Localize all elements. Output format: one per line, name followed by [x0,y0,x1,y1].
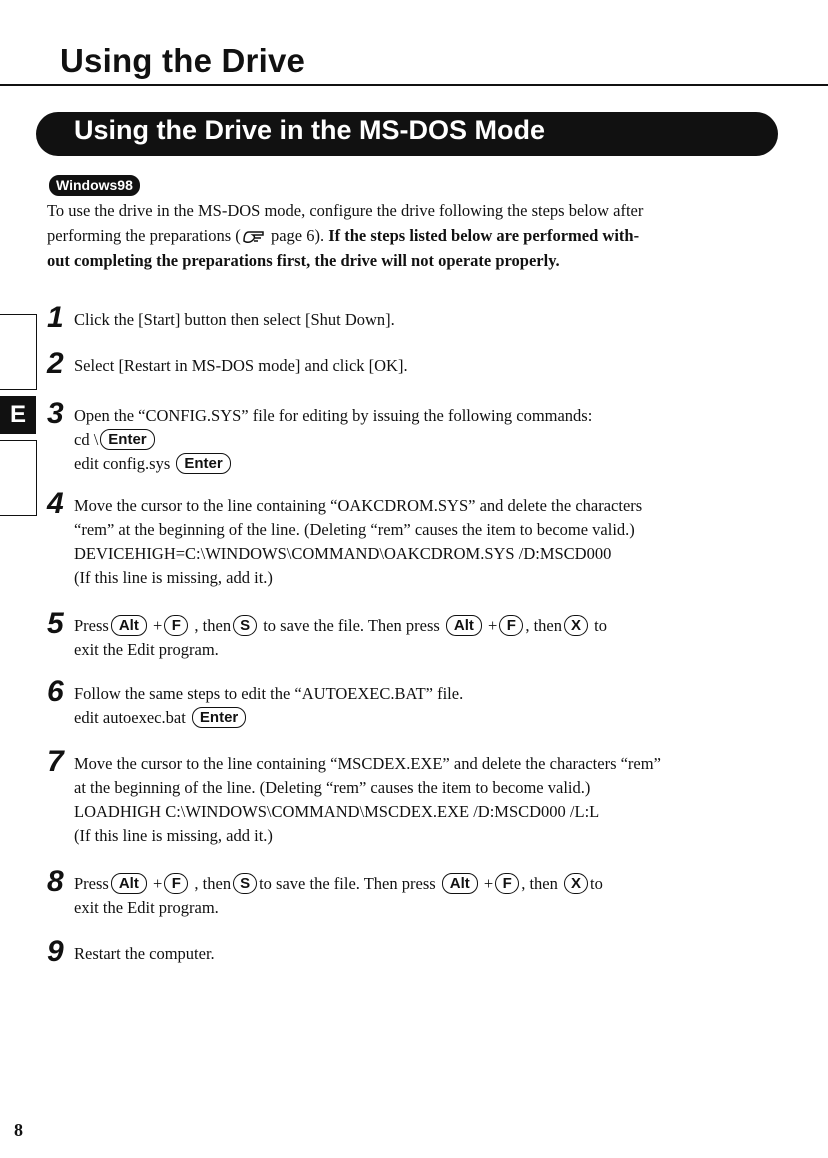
step-text: , then [194,616,232,635]
alt-key: Alt [446,615,482,636]
step-text: exit the Edit program. [74,898,219,917]
pointing-hand-icon [241,228,267,244]
step-number: 8 [47,865,64,898]
command-edit-autoexec: edit autoexec.bat [74,708,186,727]
f-key: F [499,615,523,636]
step-text: Press [74,874,109,893]
x-key: X [564,873,588,894]
step-text: Move the cursor to the line containing “OAKCDROM.SYS” and delete the characters [74,496,643,515]
step-number: 2 [47,347,64,380]
title-rule [0,84,828,86]
step-text: to [590,874,603,893]
intro-paragraph [47,198,777,273]
page-reference: page 6). [270,226,325,245]
step-number: 6 [47,675,64,708]
step-number: 4 [47,487,64,520]
alt-key: Alt [111,615,147,636]
f-key: F [164,615,188,636]
plus-sign: + [488,616,498,635]
step-number: 5 [47,607,64,640]
step-note: (If this line is missing, add it.) [74,568,273,587]
autoexec-line: LOADHIGH C:\WINDOWS\COMMAND\MSCDEX.EXE /D:MSCD000 /L:L [74,802,600,821]
plus-sign: + [152,616,163,635]
s-key: S [233,873,257,894]
warning-text-2: out completing the preparations first, the drive will not operate properly. [47,251,560,270]
intro-line-2: performing the preparations ( [47,226,241,245]
page-title: Using the Drive [60,42,306,79]
step-text: Click the [Start] button then select [Shut Down]. [74,310,395,329]
side-marker-top [0,314,37,390]
enter-key: Enter [100,429,154,450]
windows98-badge: Windows98 [49,175,140,196]
step-number: 9 [47,935,64,968]
alt-key: Alt [442,873,478,894]
step-text: , then [521,874,558,893]
command-cd: cd \ [74,430,99,449]
step-text: Select [Restart in MS-DOS mode] and click [OK]. [74,356,408,375]
step-text: to save the file. Then press [263,616,440,635]
step-text: , then [194,874,232,893]
side-marker-bottom [0,440,37,516]
f-key: F [495,873,519,894]
step-text: at the beginning of the line. (Deleting “rem” causes the item to become valid.) [74,778,591,797]
warning-text-1: If the steps listed below are performed with- [328,226,640,245]
section-title: Using the Drive in the MS-DOS Mode [74,115,546,145]
step-text: “rem” at the beginning of the line. (Deleting “rem” causes the item to become valid.) [74,520,635,539]
step-number: 3 [47,397,64,430]
enter-key: Enter [192,707,246,728]
intro-line-1: To use the drive in the MS-DOS mode, configure the drive following the steps below after [47,201,644,220]
f-key: F [164,873,188,894]
s-key: S [233,615,257,636]
step-note: (If this line is missing, add it.) [74,826,273,845]
step-text: to save the file. Then press [259,874,436,893]
step-3 [47,397,777,476]
step-6 [47,675,777,730]
step-text: Follow the same steps to edit the “AUTOEXEC.BAT” file. [74,684,464,703]
step-text: Move the cursor to the line containing “MSCDEX.EXE” and delete the characters “rem” [74,754,661,773]
step-text: Restart the computer. [74,944,215,963]
step-text: Press [74,616,109,635]
x-key: X [564,615,588,636]
alt-key: Alt [111,873,147,894]
plus-sign: + [152,874,163,893]
enter-key: Enter [176,453,230,474]
section-tab-e: E [0,396,36,434]
section-banner [36,112,778,156]
step-text: to [594,616,607,635]
page-number: 8 [14,1120,23,1140]
step-text: exit the Edit program. [74,640,219,659]
step-text: Open the “CONFIG.SYS” file for editing by issuing the following commands: [74,406,593,425]
command-edit-config: edit config.sys [74,454,171,473]
step-1 [47,301,777,334]
step-number: 7 [47,745,64,778]
step-9 [47,935,777,968]
step-7 [47,745,777,848]
step-5 [47,607,777,662]
step-4 [47,487,777,590]
step-number: 1 [47,301,64,334]
step-text: , then [525,616,563,635]
config-line: DEVICEHIGH=C:\WINDOWS\COMMAND\OAKCDROM.SYS /D:MSCD000 [74,544,612,563]
step-8 [47,865,777,920]
plus-sign: + [483,874,494,893]
step-2 [47,347,777,380]
